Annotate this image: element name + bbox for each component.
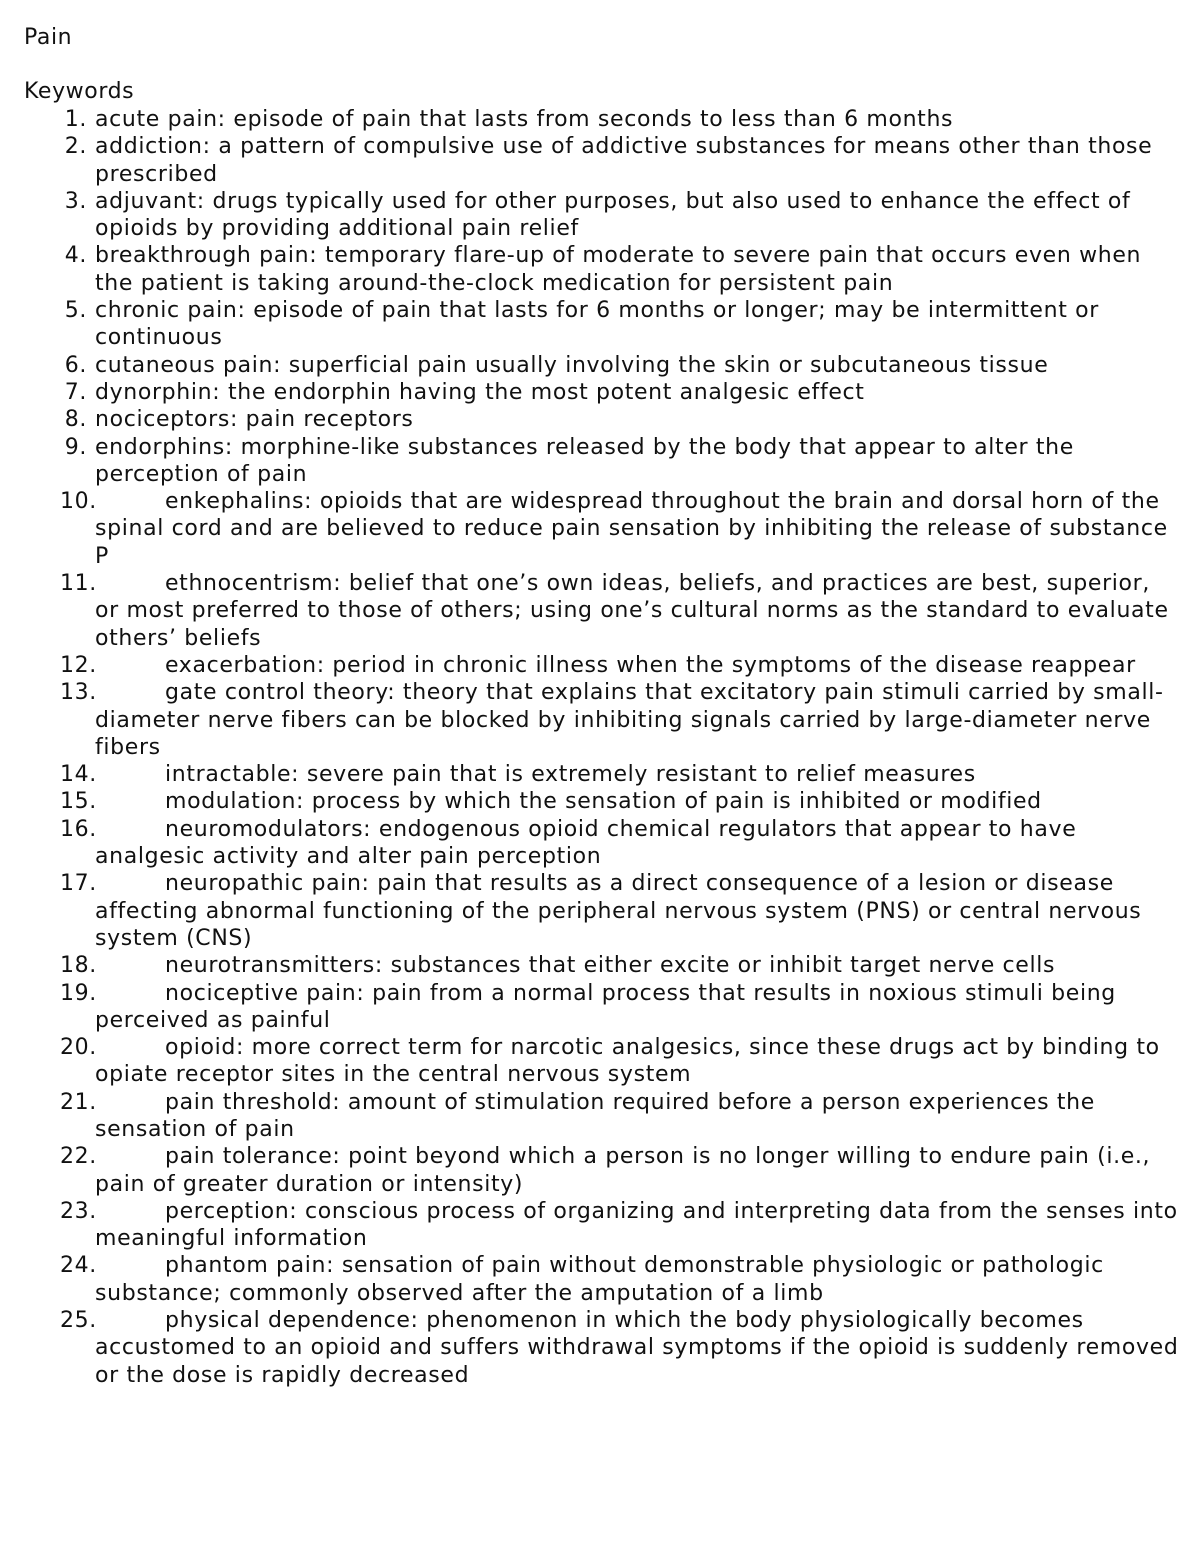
keyword-item [0,816,1200,871]
keyword-number: 21. [60,1089,97,1115]
keyword-item [0,106,1200,133]
keyword-item [0,1034,1200,1089]
keyword-definition: adjuvant: drugs typically used for other purposes, but also used to enhance the effect of opioids by providing additional pain relief [95,188,1131,242]
keyword-item [0,297,1200,352]
keyword-definition: nociceptors: pain receptors [95,407,414,433]
keyword-item [0,652,1200,679]
section-heading-keywords: Keywords [24,79,135,104]
keyword-definition: acute pain: episode of pain that lasts from seconds to less than 6 months [95,107,954,132]
document-title: Pain [24,25,73,50]
keyword-number: 16. [60,816,97,842]
keyword-item [0,434,1200,489]
keyword-item [0,352,1200,379]
keyword-item [0,1089,1200,1144]
keyword-number: 3. [64,188,87,214]
keyword-definition: exacerbation: period in chronic illness when the symptoms of the disease reappear [165,652,1136,678]
keyword-definition: physical dependence: phenomenon in which the body physiologically becomes accustomed to an opioid and suffers withdrawal symptoms if the opioid is suddenly removed or the dose is rapidly decreased [95,1308,1179,1388]
keyword-item [0,570,1200,652]
keyword-definition: neuropathic pain: pain that results as a direct consequence of a lesion or disease affecting abnormal functioning of the peripheral nervous system (PNS) or central nervous system (CNS) [95,871,1142,951]
keyword-item [0,488,1200,570]
keyword-number: 24. [60,1253,97,1279]
keyword-number: 22. [60,1144,97,1170]
keyword-list [0,106,1200,1389]
keyword-item [0,679,1200,761]
keyword-definition: nociceptive pain: pain from a normal process that results in noxious stimuli being perceived as painful [95,980,1116,1033]
keyword-item [0,188,1200,243]
keyword-number: 18. [60,953,97,979]
keyword-item [0,952,1200,979]
keyword-item [0,788,1200,815]
keyword-item [0,379,1200,406]
keyword-number: 25. [60,1308,97,1334]
keyword-item [0,1307,1200,1389]
keyword-number: 23. [60,1198,97,1224]
keyword-item [0,870,1200,952]
keyword-number: 7. [64,379,87,405]
keyword-definition: endorphins: morphine-like substances released by the body that appear to alter the perception of pain [95,434,1074,487]
keyword-item [0,406,1200,433]
keyword-item [0,133,1200,188]
keyword-number: 8. [64,407,87,433]
keyword-definition: addiction: a pattern of compulsive use of addictive substances for means other than those prescribed [95,134,1153,187]
keyword-definition: neurotransmitters: substances that either excite or inhibit target nerve cells [165,953,1056,979]
keyword-item [0,1252,1200,1307]
keyword-number: 4. [64,243,87,269]
keyword-item [0,1143,1200,1198]
keyword-definition: perception: conscious process of organizing and interpreting data from the senses into meaningful information [95,1198,1178,1252]
keyword-definition: pain threshold: amount of stimulation required before a person experiences the sensation of pain [95,1089,1095,1142]
keyword-definition: breakthrough pain: temporary flare-up of moderate to severe pain that occurs even when the patient is taking around-the-clock medication for persistent pain [95,243,1142,296]
keyword-definition: cutaneous pain: superficial pain usually involving the skin or subcutaneous tissue [95,352,1049,378]
keyword-number: 14. [60,762,97,788]
keyword-item [0,761,1200,788]
keyword-number: 15. [60,789,97,815]
keyword-item [0,242,1200,297]
keyword-definition: ethnocentrism: belief that one’s own ideas, beliefs, and practices are best, superior, or most preferred to those of others; using one’s cultural norms as the standard to evaluate others’ beliefs [95,571,1169,651]
keyword-number: 13. [60,680,97,706]
keyword-number: 20. [60,1035,97,1061]
keyword-number: 2. [64,134,87,160]
keyword-definition: gate control theory: theory that explains that excitatory pain stimuli carried by small-diameter nerve fibers can be blocked by inhibiting signals carried by large-diameter nerve fibers [95,680,1164,760]
keyword-item [0,1198,1200,1253]
keyword-item [0,980,1200,1035]
keyword-definition: neuromodulators: endogenous opioid chemical regulators that appear to have analgesic activity and alter pain perception [95,816,1077,870]
keyword-number: 17. [60,871,97,897]
keyword-number: 5. [64,298,87,324]
keyword-definition: modulation: process by which the sensation of pain is inhibited or modified [165,789,1042,815]
keyword-number: 1. [64,107,87,132]
keyword-definition: pain tolerance: point beyond which a person is no longer willing to endure pain (i.e., pain of greater duration or intensity) [95,1144,1151,1197]
keyword-definition: chronic pain: episode of pain that lasts for 6 months or longer; may be intermittent or continuous [95,298,1099,351]
keyword-definition: intractable: severe pain that is extremely resistant to relief measures [165,762,976,788]
keyword-definition: enkephalins: opioids that are widespread throughout the brain and dorsal horn of the spinal cord and are believed to reduce pain sensation by inhibiting the release of substance P [95,489,1168,569]
keyword-definition: dynorphin: the endorphin having the most potent analgesic effect [95,379,865,405]
keyword-definition: phantom pain: sensation of pain without demonstrable physiologic or pathologic substance; commonly observed after the amputation of a limb [95,1253,1104,1306]
keyword-number: 6. [64,352,87,378]
keyword-number: 19. [60,980,97,1006]
keyword-definition: opioid: more correct term for narcotic analgesics, since these drugs act by binding to opiate receptor sites in the central nervous system [95,1035,1160,1088]
keyword-number: 9. [64,434,87,460]
keyword-number: 12. [60,652,97,678]
keyword-number: 10. [60,489,97,515]
keyword-number: 11. [60,571,97,597]
